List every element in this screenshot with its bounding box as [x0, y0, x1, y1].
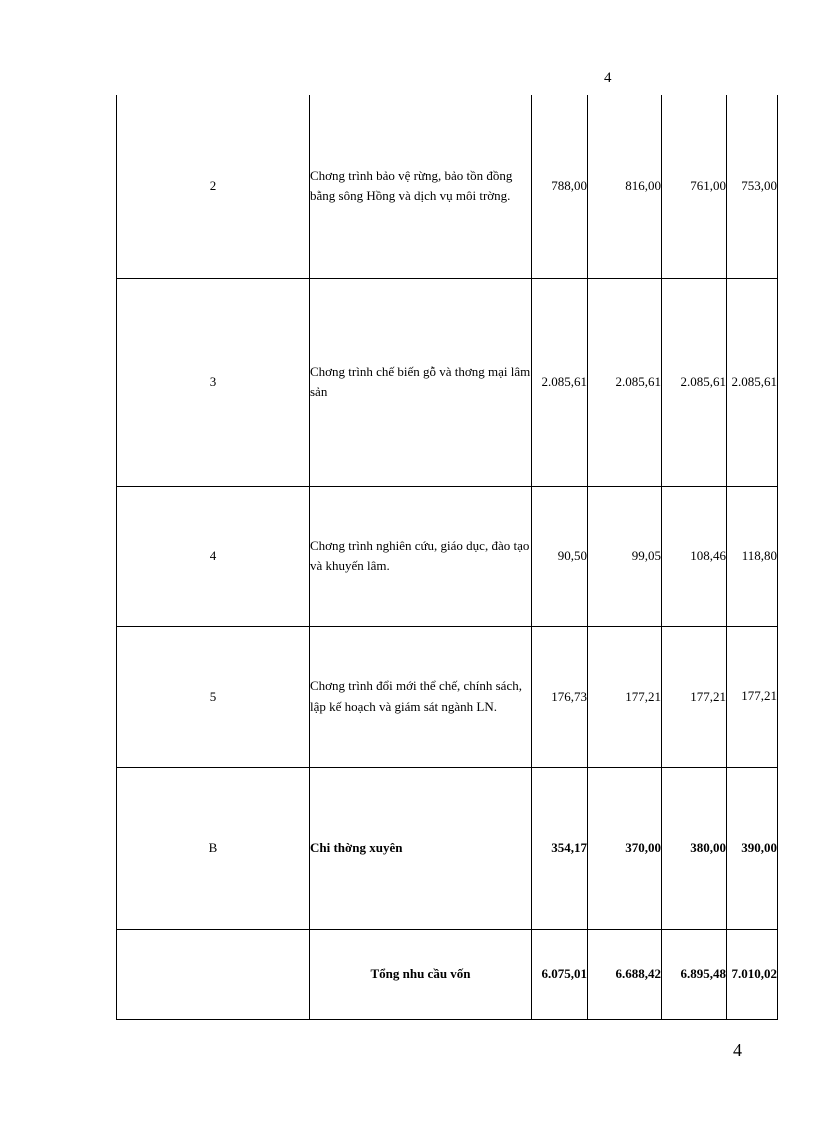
value-cell: 2.085,61	[532, 278, 588, 486]
row-index: B	[117, 767, 310, 929]
value-cell: 177,21	[588, 626, 662, 767]
row-index: 5	[117, 626, 310, 767]
value-cell: 2.085,61	[662, 278, 727, 486]
value-cell: 176,73	[532, 626, 588, 767]
value-cell: 816,00	[588, 95, 662, 278]
total-value-cell: 6.688,42	[588, 929, 662, 1019]
table-row	[117, 95, 778, 278]
value-cell	[727, 95, 778, 278]
value-cell	[727, 486, 778, 626]
value-text: 390,00	[741, 839, 777, 855]
bottom-page-number: 4	[733, 1040, 742, 1060]
table-row	[117, 486, 778, 626]
total-index	[117, 929, 310, 1019]
budget-table	[116, 95, 778, 1020]
row-index: 4	[117, 486, 310, 626]
top-page-number: 4	[604, 70, 612, 86]
value-cell: 380,00	[662, 767, 727, 929]
table-row	[117, 626, 778, 767]
value-cell: 99,05	[588, 486, 662, 626]
value-cell: 177,21	[662, 626, 727, 767]
total-value-cell: 6.895,48	[662, 929, 727, 1019]
row-description: Chơng trình đổi mới thể chế, chính sách, lập kế hoạch và giám sát ngành LN.	[310, 626, 532, 767]
row-index: 2	[117, 95, 310, 278]
row-description: Chơng trình chế biến gỗ và thơng mại lâm sản	[310, 278, 532, 486]
table-row	[117, 278, 778, 486]
value-text: 118,80	[741, 547, 777, 563]
value-cell: 788,00	[532, 95, 588, 278]
row-index: 3	[117, 278, 310, 486]
total-value-cell: 6.075,01	[532, 929, 588, 1019]
value-text: 177,21	[741, 688, 777, 704]
value-cell: 761,00	[662, 95, 727, 278]
row-description: Chi thờng xuyên	[310, 767, 532, 929]
value-cell: 90,50	[532, 486, 588, 626]
value-cell	[727, 626, 778, 767]
total-value-cell	[727, 929, 778, 1019]
value-cell	[727, 767, 778, 929]
value-cell: 370,00	[588, 767, 662, 929]
table-row	[117, 767, 778, 929]
value-text: 2.085,61	[731, 373, 777, 389]
value-cell: 354,17	[532, 767, 588, 929]
value-cell: 108,46	[662, 486, 727, 626]
value-text: 753,00	[741, 178, 777, 194]
row-description: Chơng trình bảo vệ rừng, bảo tồn đồng bằng sông Hồng và dịch vụ môi trờng.	[310, 95, 532, 278]
row-description: Chơng trình nghiên cứu, giáo dục, đào tạo và khuyến lâm.	[310, 486, 532, 626]
total-description: Tổng nhu cầu vốn	[310, 929, 532, 1019]
value-text: 7.010,02	[731, 965, 777, 981]
total-row	[117, 929, 778, 1019]
value-cell: 2.085,61	[588, 278, 662, 486]
value-cell	[727, 278, 778, 486]
